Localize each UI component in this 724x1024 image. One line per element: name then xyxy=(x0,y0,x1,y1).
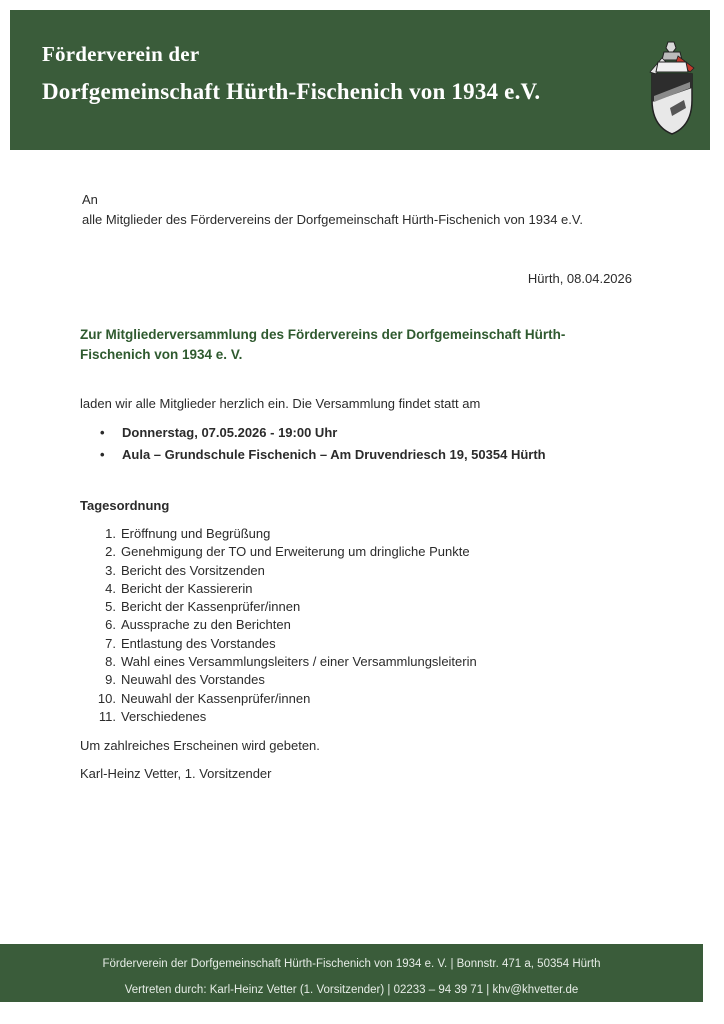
agenda-item-number: 10. xyxy=(97,690,116,706)
letterhead-banner xyxy=(10,10,710,150)
letterhead-title-line2: Dorfgemeinschaft Hürth-Fischenich von 1934 e.V. xyxy=(42,79,541,104)
agenda-item xyxy=(96,708,477,726)
letter-date: Hürth, 08.04.2026 xyxy=(527,271,632,286)
agenda-item-text: Entlastung des Vorstandes xyxy=(121,635,276,651)
subject-heading xyxy=(80,325,600,365)
bullet-icon: • xyxy=(100,425,105,440)
agenda-item-number: 8. xyxy=(105,654,116,670)
meeting-location-item xyxy=(100,444,546,466)
agenda-item xyxy=(96,671,477,689)
agenda-item-text: Bericht des Vorsitzenden xyxy=(121,562,265,578)
agenda-item-number: 4. xyxy=(105,580,116,596)
recipient-salutation: An xyxy=(82,192,98,207)
agenda-item-text: Wahl eines Versammlungsleiters / einer Versammlungsleiterin xyxy=(121,654,477,670)
meeting-date-text: Donnerstag, 07.05.2026 - 19:00 Uhr xyxy=(122,425,338,440)
agenda-item-text: Neuwahl der Kassenprüfer/innen xyxy=(121,690,311,706)
agenda-item xyxy=(96,598,477,616)
agenda-item xyxy=(96,653,477,671)
agenda-item-text: Verschiedenes xyxy=(121,708,207,724)
agenda-item xyxy=(96,562,477,580)
bullet-icon: • xyxy=(100,447,105,462)
recipient-addressees: alle Mitglieder des Fördervereins der Dorfgemeinschaft Hürth-Fischenich von 1934 e.V. xyxy=(82,212,583,227)
agenda-item xyxy=(96,543,477,561)
agenda-item xyxy=(96,580,477,598)
agenda-item xyxy=(96,635,477,653)
agenda-item xyxy=(96,690,477,708)
footer-contact: Vertreten durch: Karl-Heinz Vetter (1. Vorsitzender) | 02233 – 94 39 71 | khv@khvetter.de xyxy=(124,984,579,996)
agenda-item-number: 7. xyxy=(105,635,116,651)
agenda-item-number: 6. xyxy=(105,617,116,633)
invitation-intro: laden wir alle Mitglieder herzlich ein. Die Versammlung findet statt am xyxy=(80,396,481,411)
agenda-item-text: Genehmigung der TO und Erweiterung um dringliche Punkte xyxy=(121,544,470,560)
footer-address: Förderverein der Dorfgemeinschaft Hürth-Fischenich von 1934 e. V. | Bonnstr. 471 a, 50354 Hürth xyxy=(102,958,601,970)
letterhead-title-line1: Förderverein der xyxy=(42,42,200,66)
meeting-location-text: Aula – Grundschule Fischenich – Am Druvendriesch 19, 50354 Hürth xyxy=(122,447,546,462)
recipient-block xyxy=(82,190,583,230)
agenda-item-number: 5. xyxy=(105,599,116,615)
agenda-item-text: Bericht der Kassiererin xyxy=(121,580,253,596)
agenda-item-number: 9. xyxy=(105,672,116,688)
agenda-title: Tagesordnung xyxy=(80,498,170,513)
subject-line1: Zur Mitgliederversammlung des Fördervereins der Dorfgemeinschaft Hürth- xyxy=(80,327,566,342)
meeting-details-list xyxy=(100,422,546,466)
footer-banner xyxy=(0,944,703,1002)
agenda-item-number: 2. xyxy=(105,544,116,560)
closing-remark: Um zahlreiches Erscheinen wird gebeten. xyxy=(80,738,320,753)
signature-line: Karl-Heinz Vetter, 1. Vorsitzender xyxy=(80,766,272,781)
agenda-item-number: 3. xyxy=(105,562,116,578)
meeting-date-item xyxy=(100,422,546,444)
agenda-item-text: Eröffnung und Begrüßung xyxy=(121,526,271,541)
coat-of-arms-icon xyxy=(640,38,702,138)
agenda-item-number: 11. xyxy=(98,708,116,724)
agenda-list xyxy=(96,525,477,726)
agenda-item-text: Bericht der Kassenprüfer/innen xyxy=(121,599,301,615)
agenda-item xyxy=(96,616,477,634)
agenda-item-text: Neuwahl des Vorstandes xyxy=(121,672,265,688)
agenda-item xyxy=(96,525,477,543)
agenda-item-number: 1. xyxy=(105,526,116,541)
agenda-item-text: Aussprache zu den Berichten xyxy=(121,617,291,633)
subject-line2: Fischenich von 1934 e. V. xyxy=(80,347,243,362)
